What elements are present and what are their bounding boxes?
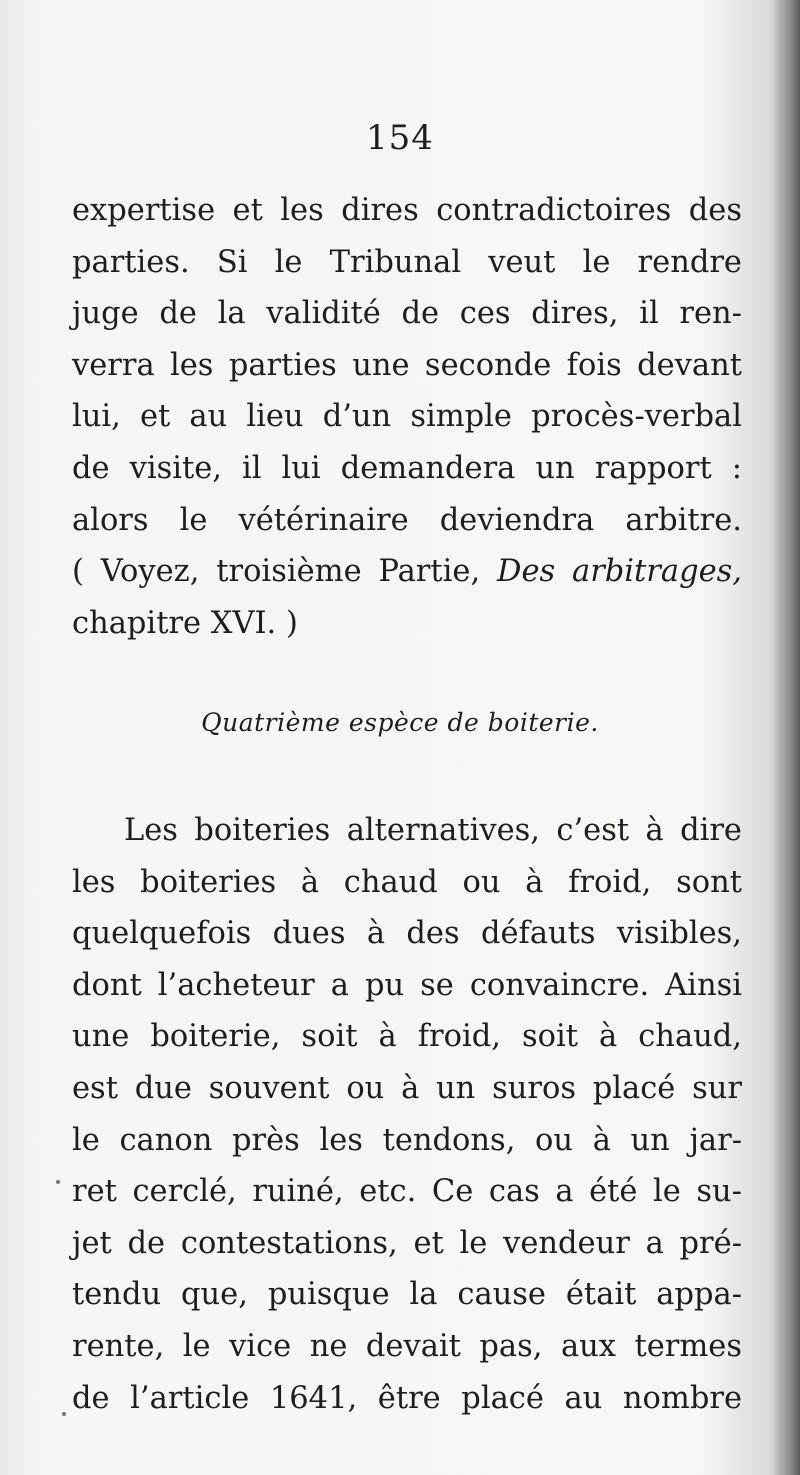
text-line: tendu que, puisque la cause était appa- <box>72 1277 742 1313</box>
reference-line <box>72 546 742 598</box>
reference-prefix: ( Voyez, troisième Partie, <box>72 554 497 590</box>
section-heading: Quatrième espèce de boiterie. <box>201 708 599 737</box>
reference-line-end: chapitre XVI. ) <box>72 605 298 641</box>
text-line: rente, le vice ne devait pas, aux termes <box>72 1328 742 1364</box>
text-line: lui, et au lieu d’un simple procès-verbal <box>72 399 742 435</box>
ink-speck <box>56 1180 60 1184</box>
text-line: le canon près les tendons, ou à un jar- <box>72 1122 742 1158</box>
reference-title: Des arbitrages, <box>497 554 742 590</box>
text-line: parties. Si le Tribunal veut le rendre <box>72 244 742 280</box>
text-line: verra les parties une seconde fois devant <box>72 347 742 383</box>
text-line: de visite, il lui demandera un rapport : <box>72 450 742 486</box>
text-line: ret cerclé, ruiné, etc. Ce cas a été le su- <box>72 1174 742 1210</box>
text-line: de l’article 1641, être placé au nombre <box>72 1380 742 1416</box>
text-line: alors le vétérinaire deviendra arbitre. <box>72 502 742 538</box>
text-line: Les boiteries alternatives, c’est à dire <box>124 813 742 848</box>
text-line: expertise et les dires contradictoires des <box>72 193 742 228</box>
paragraph-1 <box>72 185 742 649</box>
text-line: jet de contestations, et le vendeur a pré- <box>72 1225 742 1261</box>
paragraph-2 <box>72 805 742 1424</box>
text-line: les boiteries à chaud ou à froid, sont <box>72 864 742 900</box>
text-line: juge de la validité de ces dires, il ren- <box>72 296 742 332</box>
text-line: est due souvent ou à un suros placé sur <box>72 1070 742 1106</box>
ink-speck <box>62 1412 66 1416</box>
text-line: quelquefois dues à des défauts visibles, <box>72 916 742 952</box>
text-line: dont l’acheteur a pu se convaincre. Ainsi <box>72 967 742 1003</box>
page-number: 154 <box>366 118 434 158</box>
text-line: une boiterie, soit à froid, soit à chaud, <box>72 1019 742 1055</box>
